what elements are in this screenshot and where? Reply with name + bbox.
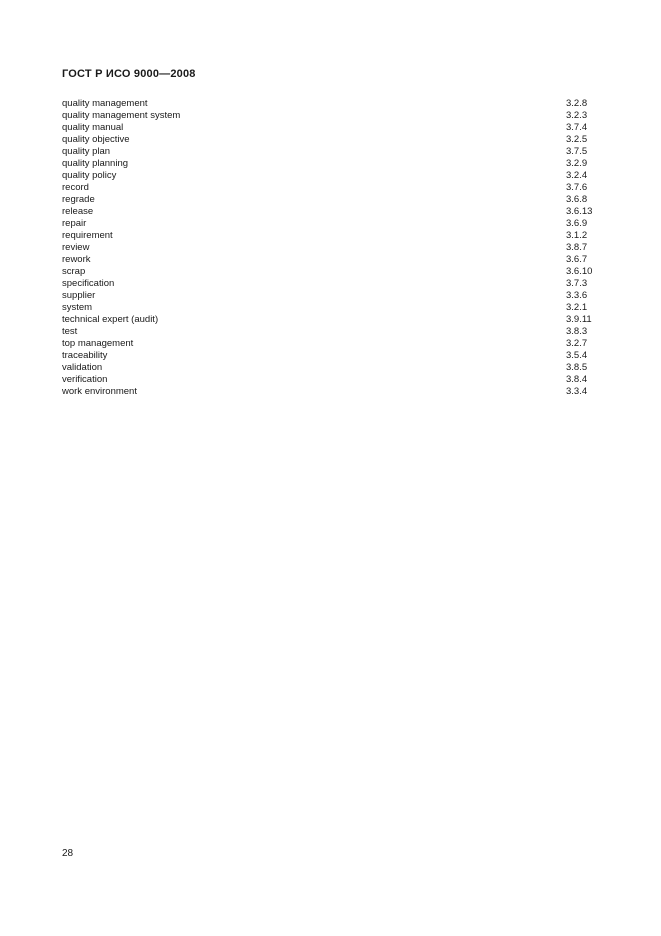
index-reference: 3.7.4: [566, 122, 588, 133]
index-reference: 3.2.3: [566, 110, 588, 121]
index-reference: 3.7.3: [566, 278, 588, 289]
index-reference: 3.6.10: [566, 266, 593, 277]
index-term: review: [62, 242, 90, 253]
index-reference: 3.3.4: [566, 386, 588, 397]
index-entry: [62, 218, 597, 230]
index-reference: 3.8.5: [566, 362, 588, 373]
index-term: record: [62, 182, 89, 193]
index-term: system: [62, 302, 93, 313]
index-entry: [62, 314, 597, 326]
index-term: quality manual: [62, 122, 124, 133]
document-header: ГОСТ Р ИСО 9000—2008: [62, 68, 196, 80]
index-term: repair: [62, 218, 87, 229]
index-entry: [62, 290, 597, 302]
index-reference: 3.6.13: [566, 206, 593, 217]
index-term: quality plan: [62, 146, 111, 157]
index-entry: [62, 374, 597, 386]
index-term: validation: [62, 362, 103, 373]
index-entry: [62, 242, 597, 254]
index-term: quality policy: [62, 170, 117, 181]
index-term: supplier: [62, 290, 96, 301]
index-reference: 3.2.9: [566, 158, 588, 169]
index-entry: [62, 98, 597, 110]
index-entry: [62, 146, 597, 158]
index-entry: [62, 182, 597, 194]
index-entry: [62, 194, 597, 206]
index-reference: 3.2.5: [566, 134, 588, 145]
index-entry: [62, 134, 597, 146]
index-term: quality management: [62, 98, 148, 109]
index-entry: [62, 230, 597, 242]
index-term: work environment: [62, 386, 137, 397]
index-reference: 3.6.9: [566, 218, 588, 229]
index-entry: [62, 170, 597, 182]
index-reference: 3.2.7: [566, 338, 588, 349]
index-reference: 3.5.4: [566, 350, 588, 361]
index-reference: 3.2.1: [566, 302, 588, 313]
index-term: rework: [62, 254, 91, 265]
index-reference: 3.3.6: [566, 290, 588, 301]
page-number: 28: [62, 848, 74, 859]
index-reference: 3.6.7: [566, 254, 588, 265]
index-reference: 3.9.11: [566, 314, 592, 325]
index-term: quality management system: [62, 110, 181, 121]
index-term: test: [62, 326, 78, 337]
index-reference: 3.8.3: [566, 326, 588, 337]
index-term: release: [62, 206, 94, 217]
index-reference: 3.8.7: [566, 242, 588, 253]
index-entry: [62, 266, 597, 278]
index-reference: 3.6.8: [566, 194, 588, 205]
index-entry: [62, 326, 597, 338]
term-index-list: [62, 98, 597, 398]
index-entry: [62, 362, 597, 374]
index-term: specification: [62, 278, 115, 289]
index-entry: [62, 206, 597, 218]
index-entry: [62, 278, 597, 290]
index-term: quality objective: [62, 134, 130, 145]
index-term: verification: [62, 374, 108, 385]
index-term: requirement: [62, 230, 113, 241]
index-term: quality planning: [62, 158, 129, 169]
index-entry: [62, 386, 597, 398]
index-reference: 3.7.6: [566, 182, 588, 193]
index-entry: [62, 110, 597, 122]
index-reference: 3.7.5: [566, 146, 588, 157]
index-term: top management: [62, 338, 134, 349]
index-term: technical expert (audit): [62, 314, 159, 325]
index-entry: [62, 338, 597, 350]
index-entry: [62, 302, 597, 314]
index-term: regrade: [62, 194, 95, 205]
index-entry: [62, 158, 597, 170]
index-entry: [62, 122, 597, 134]
index-reference: 3.1.2: [566, 230, 588, 241]
index-entry: [62, 350, 597, 362]
index-term: scrap: [62, 266, 86, 277]
index-reference: 3.2.8: [566, 98, 588, 109]
index-reference: 3.2.4: [566, 170, 588, 181]
index-reference: 3.8.4: [566, 374, 588, 385]
index-term: traceability: [62, 350, 108, 361]
index-entry: [62, 254, 597, 266]
